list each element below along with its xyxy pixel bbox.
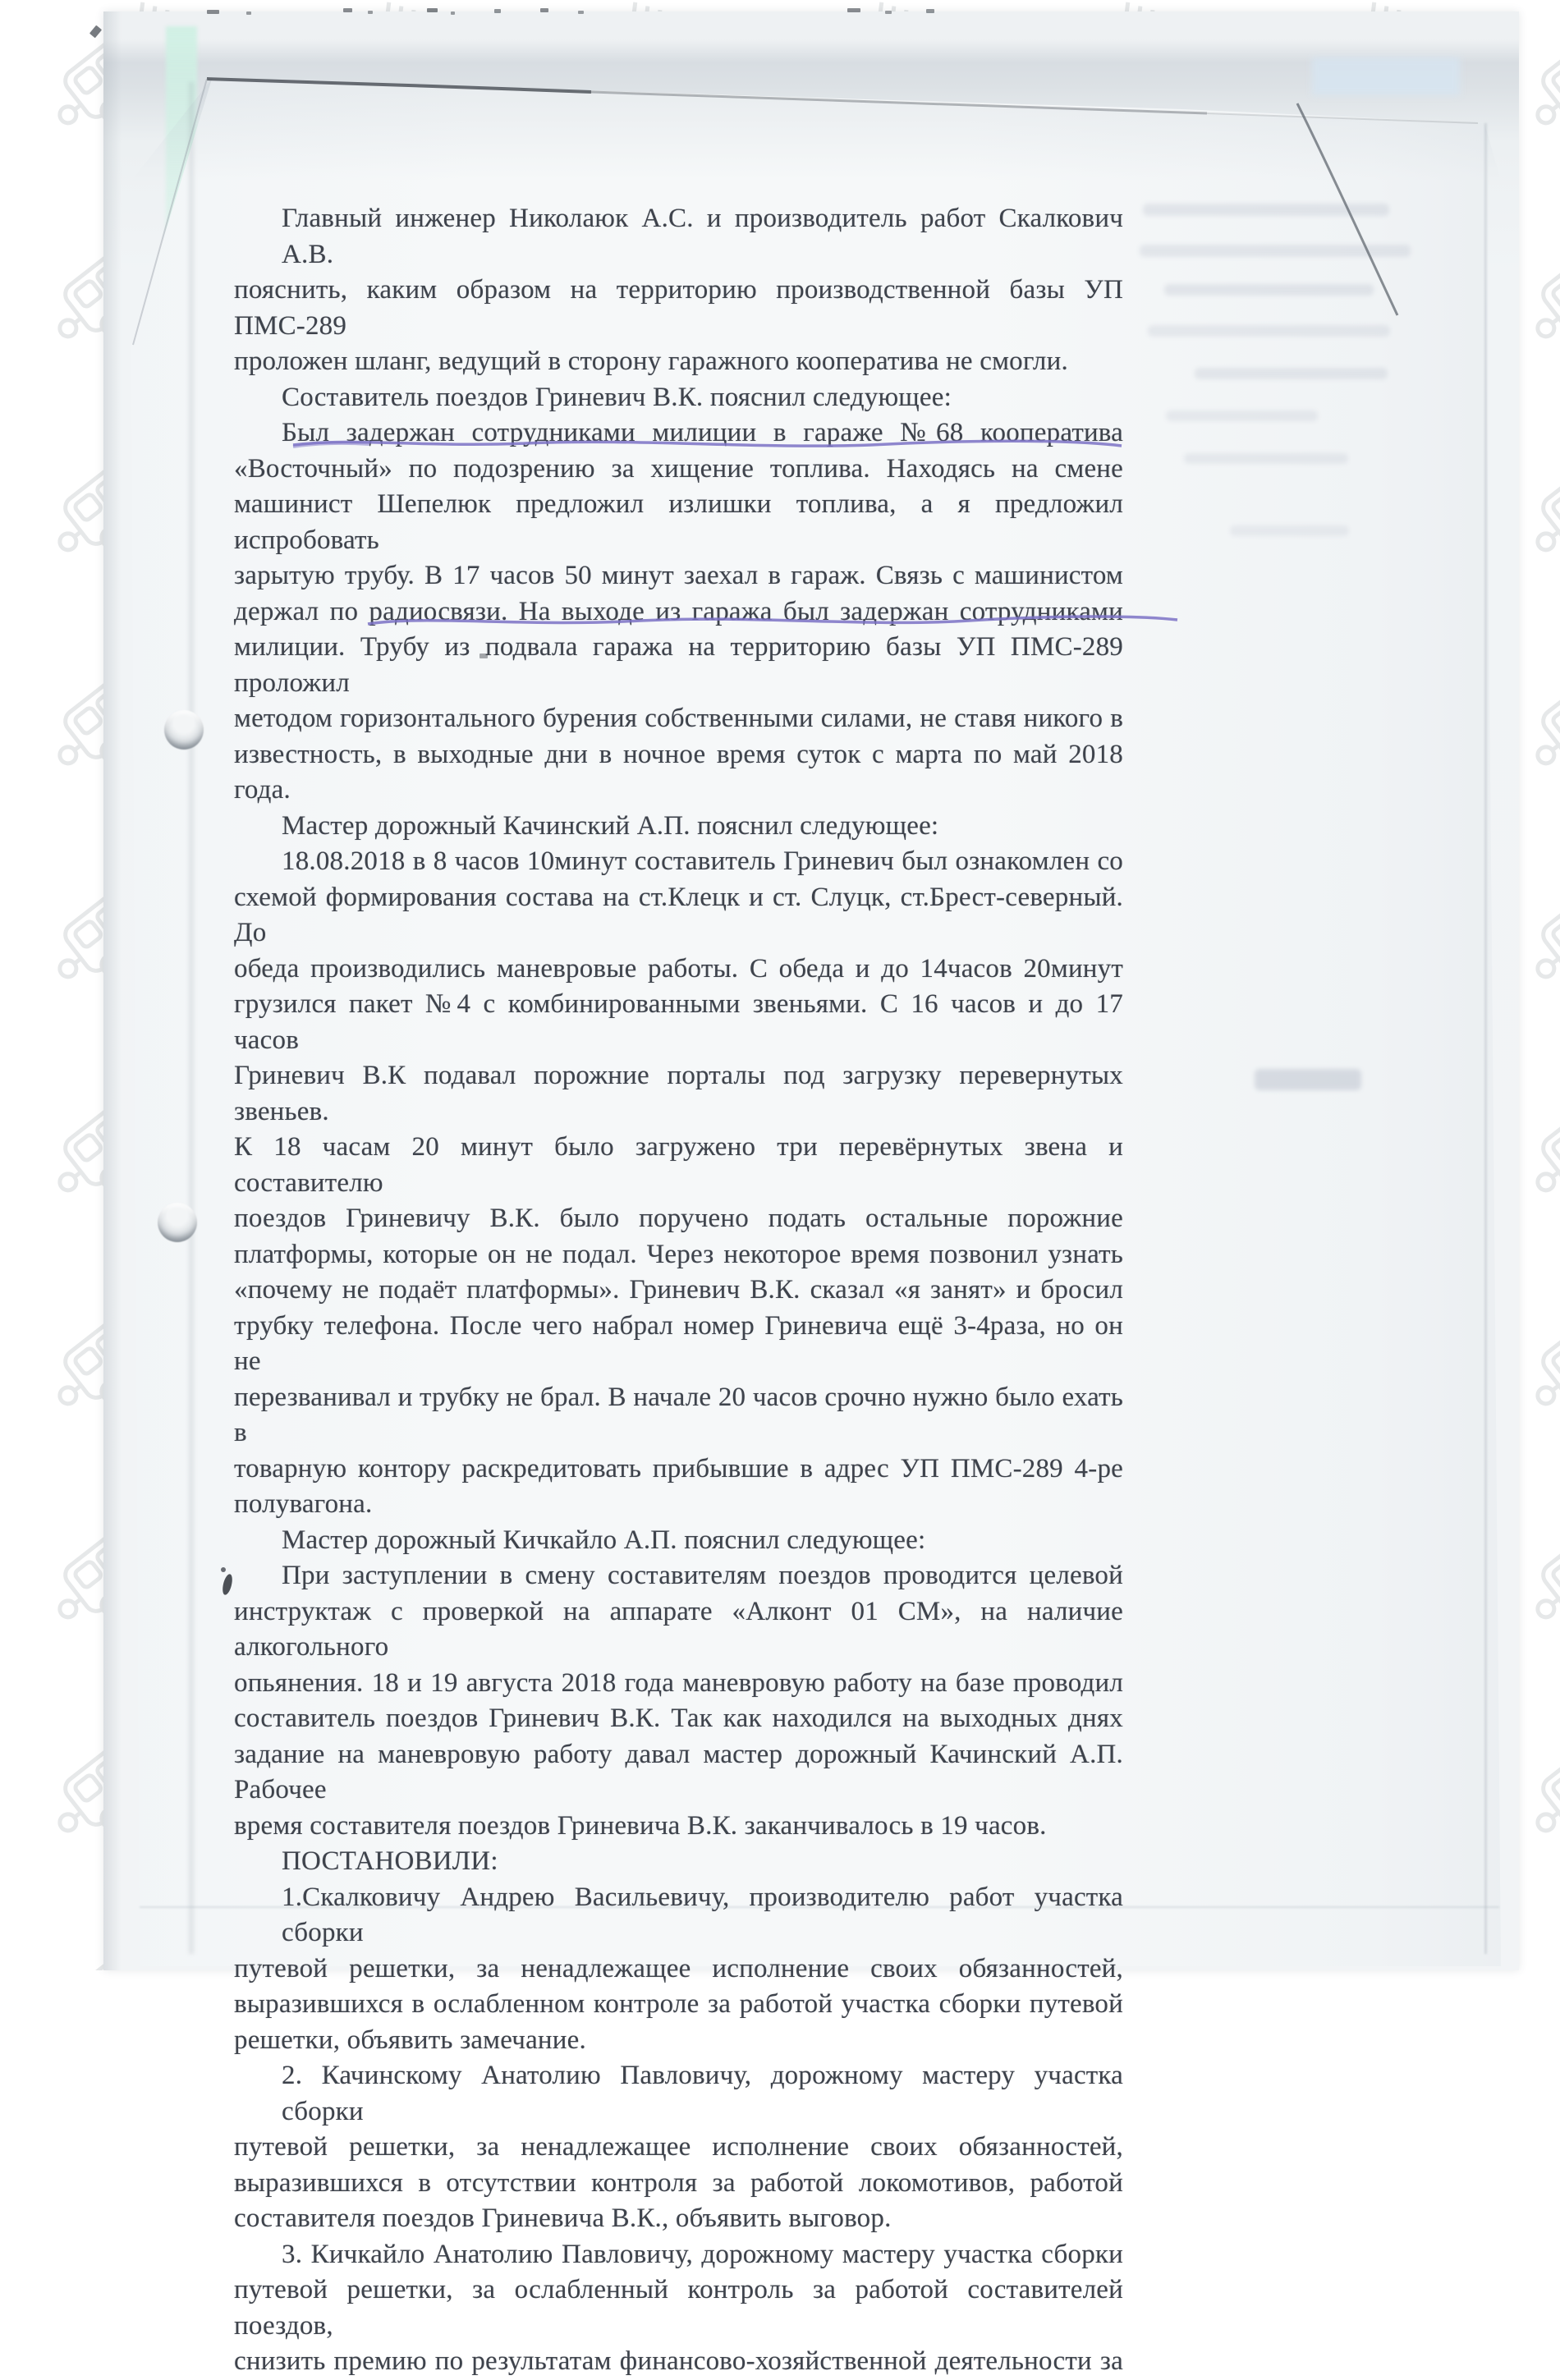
paragraph [234, 1523, 1123, 1559]
text-line: перезванивал и трубку не брал. В начале 20 часов срочно нужно было ехать в [234, 1382, 1123, 1447]
paragraph [234, 2058, 1123, 2237]
page-right-crease [1484, 123, 1487, 1954]
text-line: 2. Качинскому Анатолию Павловичу, дорожному мастеру участка сборки [282, 2061, 1123, 2126]
text-line: путевой решетки, за ненадлежащее исполнение своих обязанностей, [234, 1953, 1123, 1983]
text-line: Составитель поездов Гриневич В.К. пояснил следующее: [282, 382, 952, 412]
bleed-through-smudge [1143, 204, 1389, 216]
text-line: При заступлении в смену составителям поездов проводится целевой [282, 1561, 1123, 1590]
text-line: 3. Кичкайло Анатолию Павловичу, дорожному мастеру участка сборки [282, 2239, 1123, 2269]
paragraph [234, 1558, 1123, 1844]
text-line: Главный инженер Николаюк А.С. и производитель работ Скалкович А.В. [282, 204, 1123, 269]
text-line: трубку телефона. После чего набрал номер Гриневича ещё 3-4раза, но он не [234, 1310, 1123, 1376]
text-line: путевой решетки, за ослабленный контроль за работой составителей поездов, [234, 2275, 1123, 2341]
scan-speck [368, 11, 373, 14]
scan-speck [427, 8, 438, 12]
bleed-through-band [1312, 57, 1460, 95]
text-line: снизить премию по результатам финансово-хозяйственной деятельности за [234, 2346, 1123, 2376]
text-line: платформы, которые он не подал. Через некоторое время позвонил узнать [234, 1239, 1123, 1269]
scan-speck [926, 9, 934, 13]
hole-punch [158, 1203, 197, 1242]
text-line: Был задержан сотрудниками милиции в гараже №68 кооператива [282, 418, 1123, 447]
text-line: 1.Скалковичу Андрею Васильевичу, производителю работ участка сборки [282, 1882, 1123, 1947]
text-line: К 18 часам 20 минут было загружено три перевёрнутых звена и составителю [234, 1132, 1123, 1198]
text-line: Мастер дорожный Качинский А.П. пояснил следующее: [282, 810, 939, 841]
bleed-through-smudge [1195, 368, 1388, 379]
scan-speck [578, 11, 584, 14]
scan-speck [451, 11, 455, 15]
text-line: полувагона. [234, 1489, 373, 1519]
text-line: обеда производились маневровые работы. С обеда и до 14часов 20минут [234, 953, 1123, 984]
paragraph [234, 380, 1123, 416]
text-line: решетки, объявить замечание. [234, 2025, 586, 2055]
bleed-through-smudge [1148, 325, 1390, 337]
paragraph [234, 809, 1123, 845]
bleed-through-smudge [1184, 453, 1348, 464]
scan-speck [343, 8, 352, 12]
paragraph [234, 1844, 1123, 1880]
vertical-fold-shadow [187, 82, 195, 1954]
text-line: известность, в выходные дни в ночное время суток с марта по май 2018 года. [234, 739, 1123, 805]
bleed-through-smudge [1166, 410, 1318, 421]
text-line: грузился пакет №4 с комбинированными звеньями. С 16 часов и до 17 часов [234, 989, 1123, 1055]
text-line: схемой формирования состава на ст.Клецк и ст. Слуцк, ст.Брест-северный. До [234, 882, 1123, 947]
paragraph [234, 2237, 1123, 2380]
text-line: зарытую трубу. В 17 часов 50 минут заехал в гараж. Связь с машинистом [234, 561, 1123, 590]
text-line: ПОСТАНОВИЛИ: [282, 1846, 498, 1876]
text-line: 18.08.2018 в 8 часов 10минут составитель Гриневич был ознакомлен со [282, 846, 1123, 876]
text-line: задание на маневровую работу давал мастер дорожный Качинский А.П. Рабочее [234, 1739, 1123, 1804]
bleed-through-signature [1255, 1069, 1361, 1090]
text-line: составителя поездов Гриневича В.К., объявить выговор. [234, 2203, 892, 2233]
text-line: путевой решетки, за ненадлежащее исполнение своих обязанностей, [234, 2132, 1123, 2162]
bleed-through-smudge [1164, 284, 1374, 296]
text-line: выразившихся в отсутствии контроля за работой локомотивов, работой [234, 2167, 1123, 2198]
text-line: поездов Гриневичу В.К. было поручено подать остальные порожние [234, 1204, 1123, 1233]
text-line: опьянения. 18 и 19 августа 2018 года маневровую работу на базе проводил [234, 1667, 1123, 1698]
text-line: проложен шланг, ведущий в сторону гаражного кооператива не смогли. [234, 346, 1068, 376]
paragraph [234, 844, 1123, 1523]
paragraph [234, 415, 1123, 809]
scan-speck [207, 10, 219, 14]
text-line: «Восточный» по подозрению за хищение топлива. Находясь на смене [234, 453, 1123, 484]
text-line: «почему не подаёт платформы». Гриневич В.К. сказал «я занят» и бросил [234, 1275, 1123, 1305]
text-line: время составителя поездов Гриневича В.К. заканчивалось в 19 часов. [234, 1810, 1047, 1841]
scan-speck [246, 11, 251, 15]
hole-punch [164, 710, 204, 750]
scan-speck [479, 653, 488, 658]
text-line: составитель поездов Гриневич В.К. Так как находился на выходных днях [234, 1704, 1123, 1733]
paragraph [234, 201, 1123, 380]
scan-speck [540, 8, 548, 12]
scan-speck [494, 9, 501, 13]
text-line: Мастер дорожный Кичкайло А.П. пояснил следующее: [282, 1525, 926, 1555]
text-line: выразившихся в ослабленном контроле за работой участка сборки путевой [234, 1989, 1123, 2019]
text-line: пояснить, каким образом на территорию производственной базы УП ПМС-289 [234, 275, 1123, 341]
scan-speck [885, 11, 892, 14]
paragraph [234, 1880, 1123, 2059]
text-line: инструктаж с проверкой на аппарате «Алконт 01 СМ», на наличие алкогольного [234, 1596, 1123, 1662]
bleed-through-smudge [1230, 525, 1349, 536]
text-line: товарную контору раскредитовать прибывшие в адрес УП ПМС-289 4-ре [234, 1453, 1123, 1483]
scan-speck [847, 8, 860, 12]
text-line: машинист Шепелюк предложил излишки топлива, а я предложил испробовать [234, 489, 1123, 555]
text-line: милиции. Трубу из подвала гаража на территорию базы УП ПМС-289 проложил [234, 632, 1123, 698]
text-line: держал по радиосвязи. На выходе из гаража был задержан сотрудниками [234, 596, 1123, 626]
document-text [234, 201, 1123, 2380]
text-line: методом горизонтального бурения собственными силами, не ставя никого в [234, 704, 1123, 733]
text-line: Гриневич В.К подавал порожние порталы под загрузку перевернутых звеньев. [234, 1061, 1123, 1126]
bleed-through-smudge [1140, 245, 1411, 257]
scan-left-edge-shadow [103, 11, 122, 1970]
